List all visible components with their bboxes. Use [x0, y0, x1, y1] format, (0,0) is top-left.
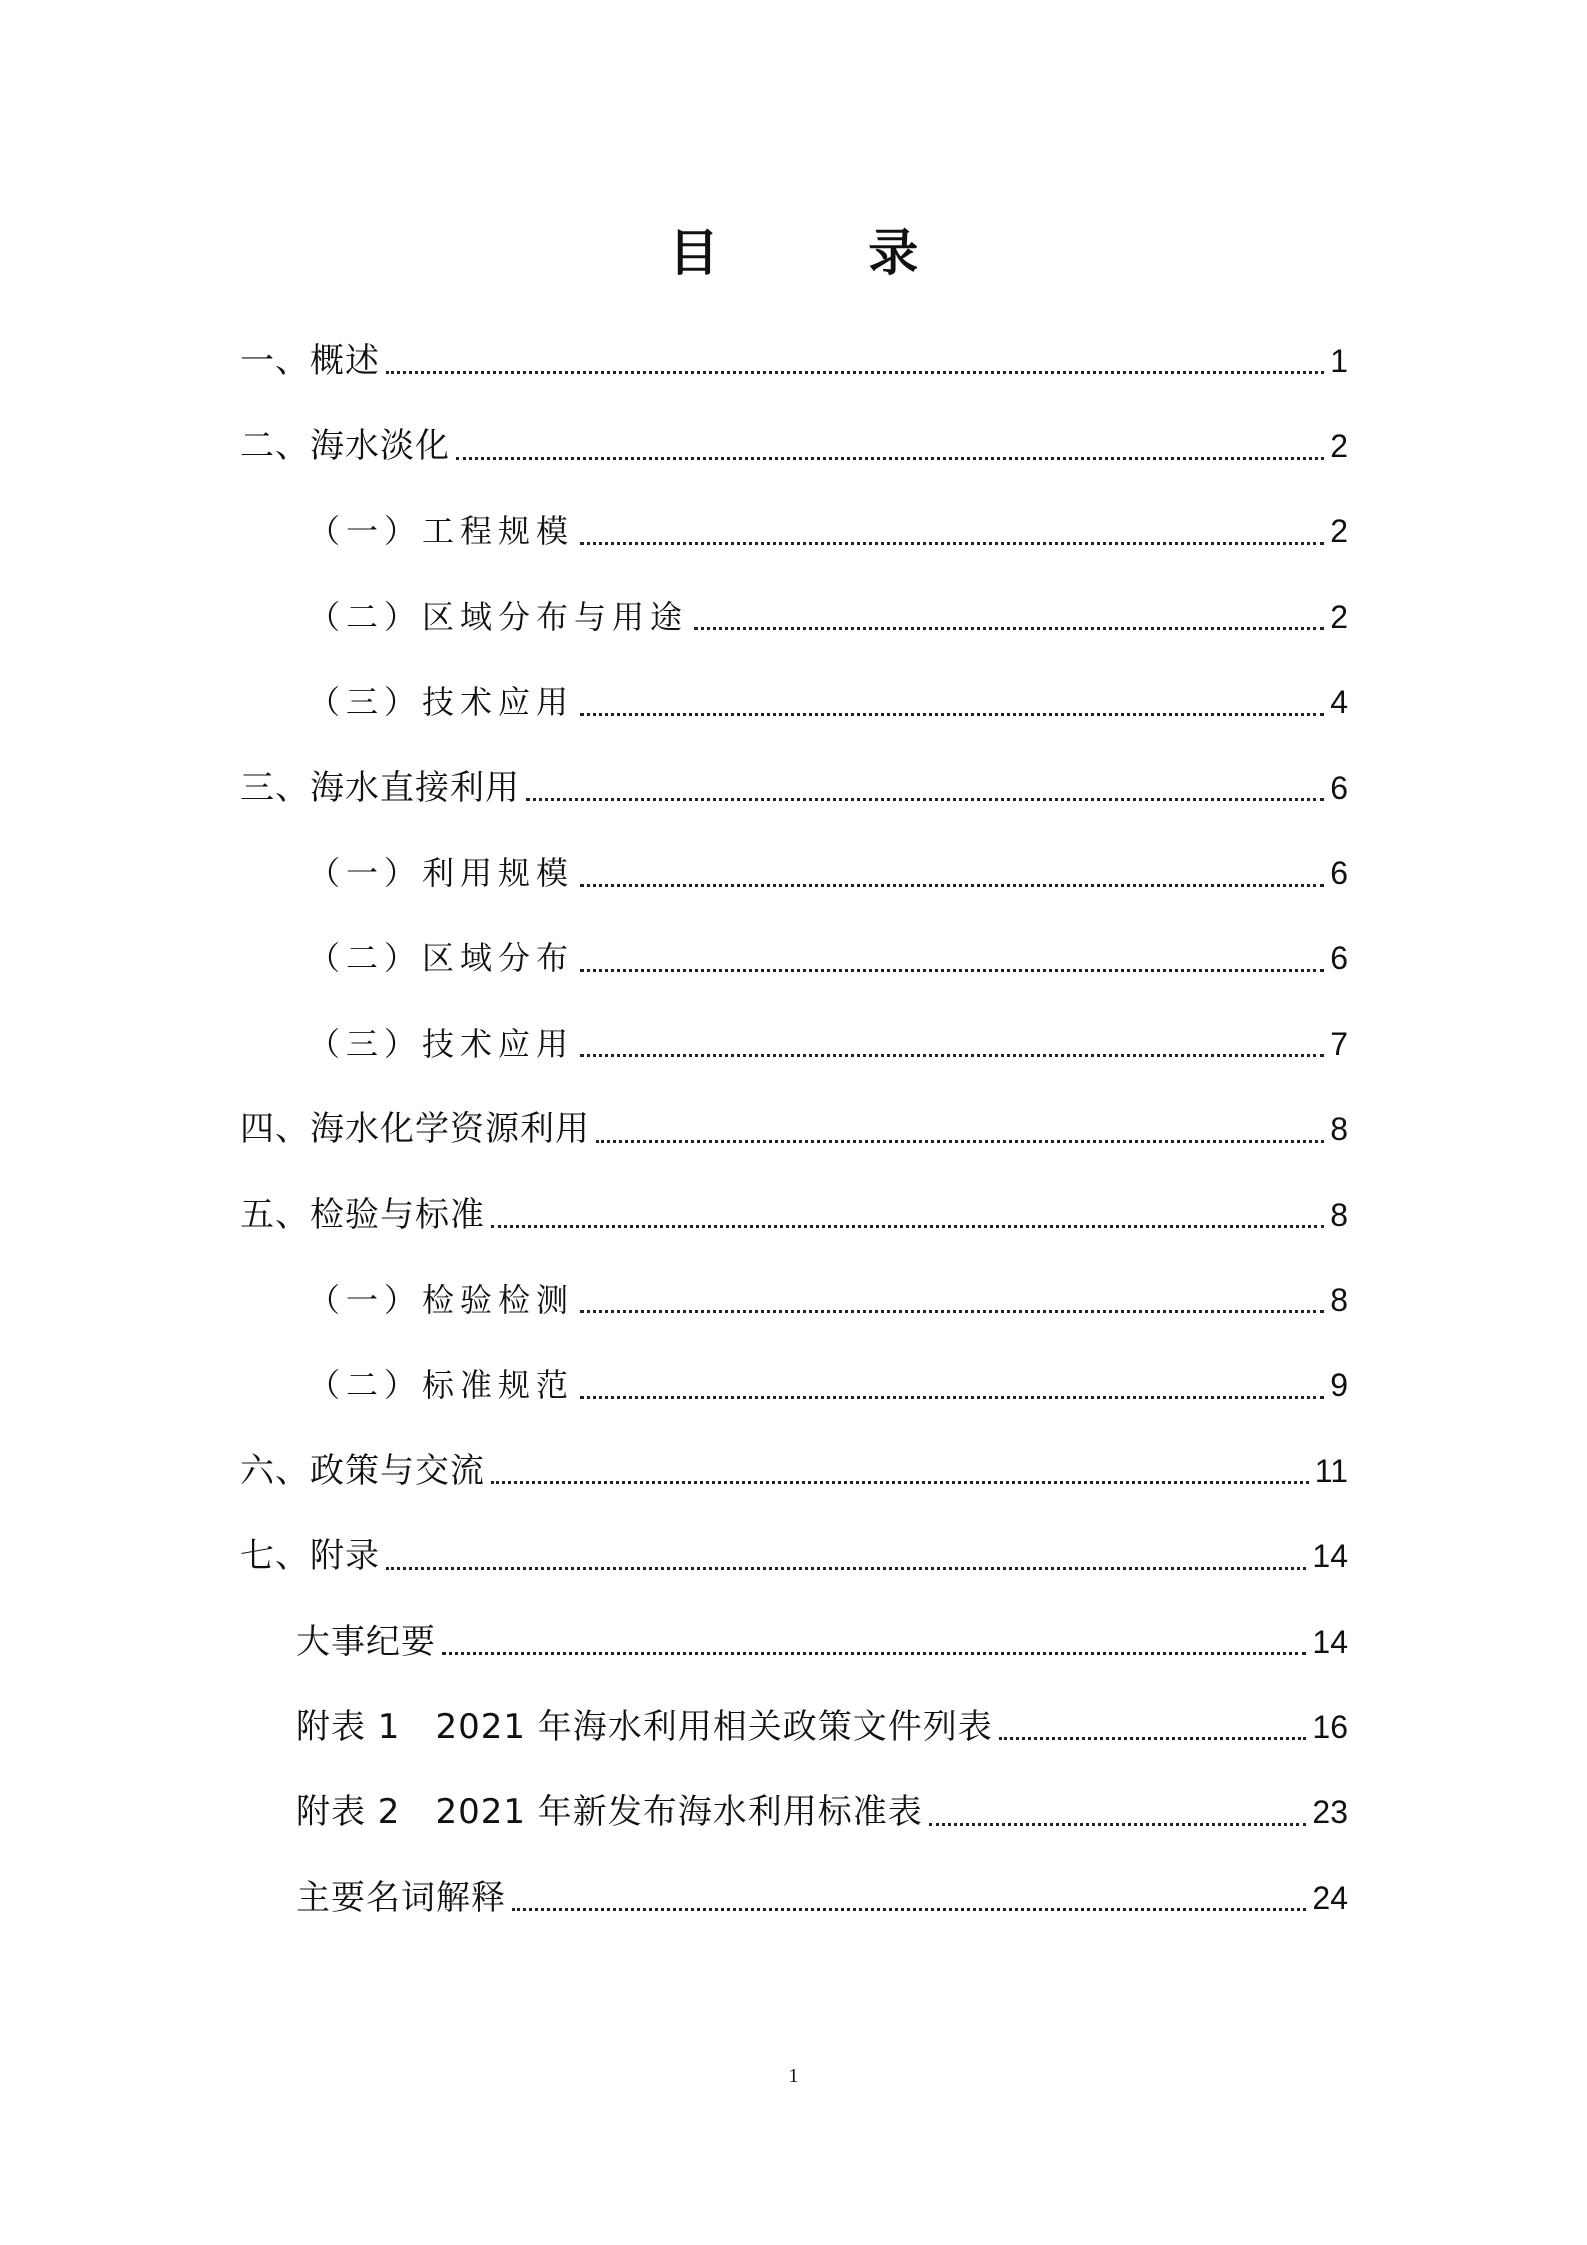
toc-entry-direct-use-scale[interactable] — [240, 830, 1348, 915]
toc-entry-overview[interactable] — [240, 318, 1348, 403]
toc-entry-label: 大事纪要 — [296, 1621, 436, 1662]
page-title: 目 录 — [668, 223, 985, 282]
toc-entry-page: 6 — [1330, 769, 1348, 806]
toc-entry-page: 23 — [1312, 1794, 1348, 1831]
toc-entry-page: 16 — [1312, 1708, 1348, 1745]
toc-entry-page: 2 — [1330, 598, 1348, 635]
toc-entry-page: 11 — [1314, 1452, 1348, 1489]
dot-leader — [491, 1481, 1309, 1484]
toc-entry-label: 七、附录 — [240, 1536, 380, 1577]
toc-entry-page: 14 — [1312, 1623, 1348, 1660]
toc-entry-label: （二）区域分布 — [308, 939, 575, 978]
dot-leader — [999, 1737, 1307, 1740]
dot-leader — [512, 1908, 1306, 1911]
dot-leader — [580, 542, 1324, 545]
dot-leader — [580, 713, 1324, 716]
toc-entry-testing[interactable] — [240, 1257, 1348, 1342]
toc-entry-label: （二）区域分布与用途 — [308, 597, 689, 636]
toc-entry-label: （一）检验检测 — [308, 1280, 575, 1319]
toc-entry-label: 五、检验与标准 — [240, 1194, 485, 1235]
dot-leader — [526, 798, 1324, 801]
toc-entry-page: 4 — [1330, 684, 1348, 721]
toc-entry-policy-exchange[interactable] — [240, 1428, 1348, 1513]
toc-entry-page: 2 — [1330, 428, 1348, 465]
toc-entry-page: 1 — [1330, 342, 1348, 379]
toc-entry-major-events[interactable] — [240, 1599, 1348, 1684]
toc-entry-appendix-table-1[interactable] — [240, 1684, 1348, 1769]
toc-entry-direct-use[interactable] — [240, 745, 1348, 830]
dot-leader — [580, 884, 1324, 887]
dot-leader — [456, 457, 1324, 460]
toc-entry-label: 三、海水直接利用 — [240, 767, 520, 808]
dot-leader — [442, 1652, 1306, 1655]
footer-page-number: 1 — [788, 2065, 799, 2087]
toc-entry-page: 8 — [1330, 1111, 1348, 1148]
toc-entry-glossary[interactable] — [240, 1855, 1348, 1940]
toc-entry-label: 六、政策与交流 — [240, 1450, 485, 1491]
toc-entry-page: 9 — [1330, 1367, 1348, 1404]
toc-entry-page: 24 — [1312, 1879, 1348, 1916]
toc-entry-standards[interactable] — [240, 1343, 1348, 1428]
toc-entry-label: 附表 2 2021 年新发布海水利用标准表 — [296, 1792, 923, 1833]
table-of-contents — [240, 318, 1348, 1940]
dot-leader — [596, 1140, 1324, 1143]
toc-entry-direct-use-distribution[interactable] — [240, 916, 1348, 1001]
dot-leader — [386, 1567, 1306, 1570]
toc-entry-label: 四、海水化学资源利用 — [240, 1109, 590, 1150]
toc-entry-desalination-scale[interactable] — [240, 489, 1348, 574]
toc-entry-chemical-resources[interactable] — [240, 1087, 1348, 1172]
toc-entry-label: 主要名词解释 — [296, 1877, 506, 1918]
toc-entry-label: （一）工程规模 — [308, 512, 575, 551]
dot-leader — [491, 1225, 1324, 1228]
dot-leader — [580, 1054, 1324, 1057]
toc-entry-appendix[interactable] — [240, 1513, 1348, 1598]
toc-entry-label: 附表 1 2021 年海水利用相关政策文件列表 — [296, 1706, 993, 1747]
toc-entry-desalination-distribution[interactable] — [240, 574, 1348, 659]
toc-entry-desalination[interactable] — [240, 403, 1348, 488]
toc-entry-label: 二、海水淡化 — [240, 426, 450, 467]
toc-entry-page: 7 — [1330, 1025, 1348, 1062]
toc-entry-label: （一）利用规模 — [308, 854, 575, 893]
toc-entry-desalination-technology[interactable] — [240, 660, 1348, 745]
toc-entry-label: （三）技术应用 — [308, 1024, 575, 1063]
dot-leader — [580, 1310, 1324, 1313]
toc-entry-label: （三）技术应用 — [308, 683, 575, 722]
toc-entry-label: 一、概述 — [240, 340, 380, 381]
toc-entry-page: 14 — [1312, 1538, 1348, 1575]
dot-leader — [580, 1396, 1324, 1399]
toc-entry-page: 8 — [1330, 1196, 1348, 1233]
toc-entry-appendix-table-2[interactable] — [240, 1770, 1348, 1855]
toc-entry-page: 6 — [1330, 940, 1348, 977]
toc-entry-direct-use-technology[interactable] — [240, 1001, 1348, 1086]
toc-entry-page: 2 — [1330, 513, 1348, 550]
dot-leader — [694, 627, 1324, 630]
dot-leader — [386, 371, 1324, 374]
dot-leader — [929, 1823, 1307, 1826]
toc-entry-testing-standards[interactable] — [240, 1172, 1348, 1257]
toc-entry-label: （二）标准规范 — [308, 1366, 575, 1405]
dot-leader — [580, 969, 1324, 972]
toc-entry-page: 8 — [1330, 1281, 1348, 1318]
toc-entry-page: 6 — [1330, 855, 1348, 892]
